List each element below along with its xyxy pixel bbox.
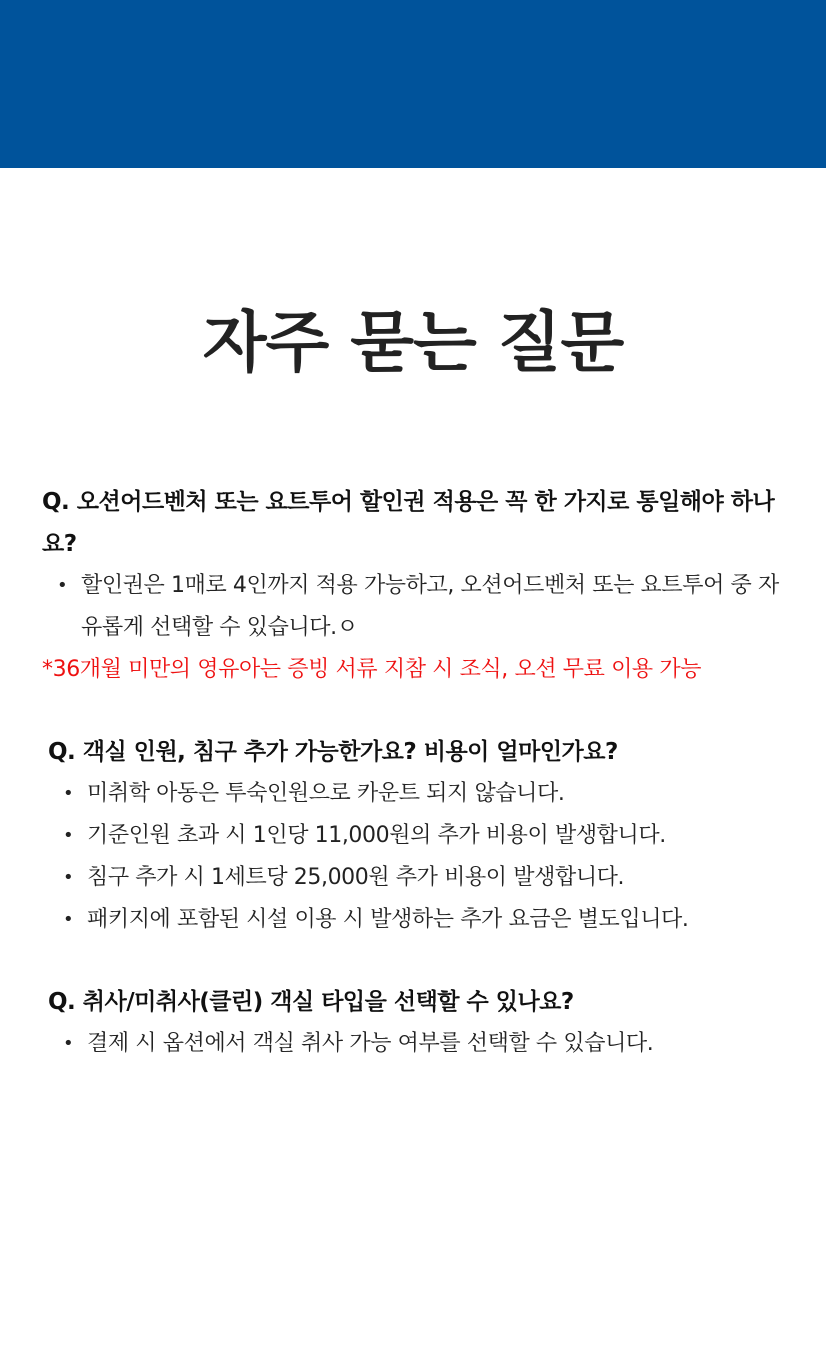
- faq-item: [0, 481, 826, 691]
- faq-answer-text: 침구 추가 시 1세트당 25,000원 추가 비용이 발생합니다.: [87, 865, 625, 890]
- faq-question: Q. 취사/미취사(클린) 객실 타입을 선택할 수 있나요?: [48, 989, 574, 1015]
- faq-answer-text: 결제 시 옵션에서 객실 취사 가능 여부를 선택할 수 있습니다.: [87, 1031, 654, 1056]
- faq-answer-text: 기준인원 초과 시 1인당 11,000원의 추가 비용이 발생합니다.: [87, 823, 666, 848]
- bullet-icon: •: [63, 825, 74, 846]
- bullet-icon: •: [63, 867, 74, 888]
- faq-answer-list: [0, 565, 826, 649]
- faq-item: [0, 981, 826, 1065]
- faq-note: *36개월 미만의 영유아는 증빙 서류 지참 시 조식, 오션 무료 이용 가능: [42, 657, 702, 682]
- faq-answer-list: [0, 773, 826, 941]
- bullet-icon: •: [63, 1033, 74, 1054]
- faq-item: [0, 731, 826, 941]
- faq-answer-text: 할인권은 1매로 4인까지 적용 가능하고, 오션어드벤처 또는 요트투어 중 자유롭게 선택할 수 있습니다.ㅇ: [81, 573, 779, 640]
- faq-answer: [0, 1023, 826, 1065]
- page-title: 자주 묻는 질문: [202, 304, 624, 381]
- faq-answer: [0, 857, 826, 899]
- top-banner: [0, 0, 826, 168]
- faq-answer-text: 미취학 아동은 투숙인원으로 카운트 되지 않습니다.: [87, 781, 565, 806]
- faq-question: Q. 오션어드벤처 또는 요트투어 할인권 적용은 꼭 한 가지로 통일해야 하나요?: [42, 489, 775, 557]
- bullet-icon: •: [57, 575, 68, 596]
- faq-answer-text: 패키지에 포함된 시설 이용 시 발생하는 추가 요금은 별도입니다.: [87, 907, 689, 932]
- faq-question: Q. 객실 인원, 침구 추가 가능한가요? 비용이 얼마인가요?: [48, 739, 618, 765]
- faq-answer: [0, 773, 826, 815]
- bullet-icon: •: [63, 909, 74, 930]
- faq-answer: [0, 899, 826, 941]
- faq-answer-list: [0, 1023, 826, 1065]
- bullet-icon: •: [63, 783, 74, 804]
- faq-answer: [0, 565, 826, 649]
- faq-answer: [0, 815, 826, 857]
